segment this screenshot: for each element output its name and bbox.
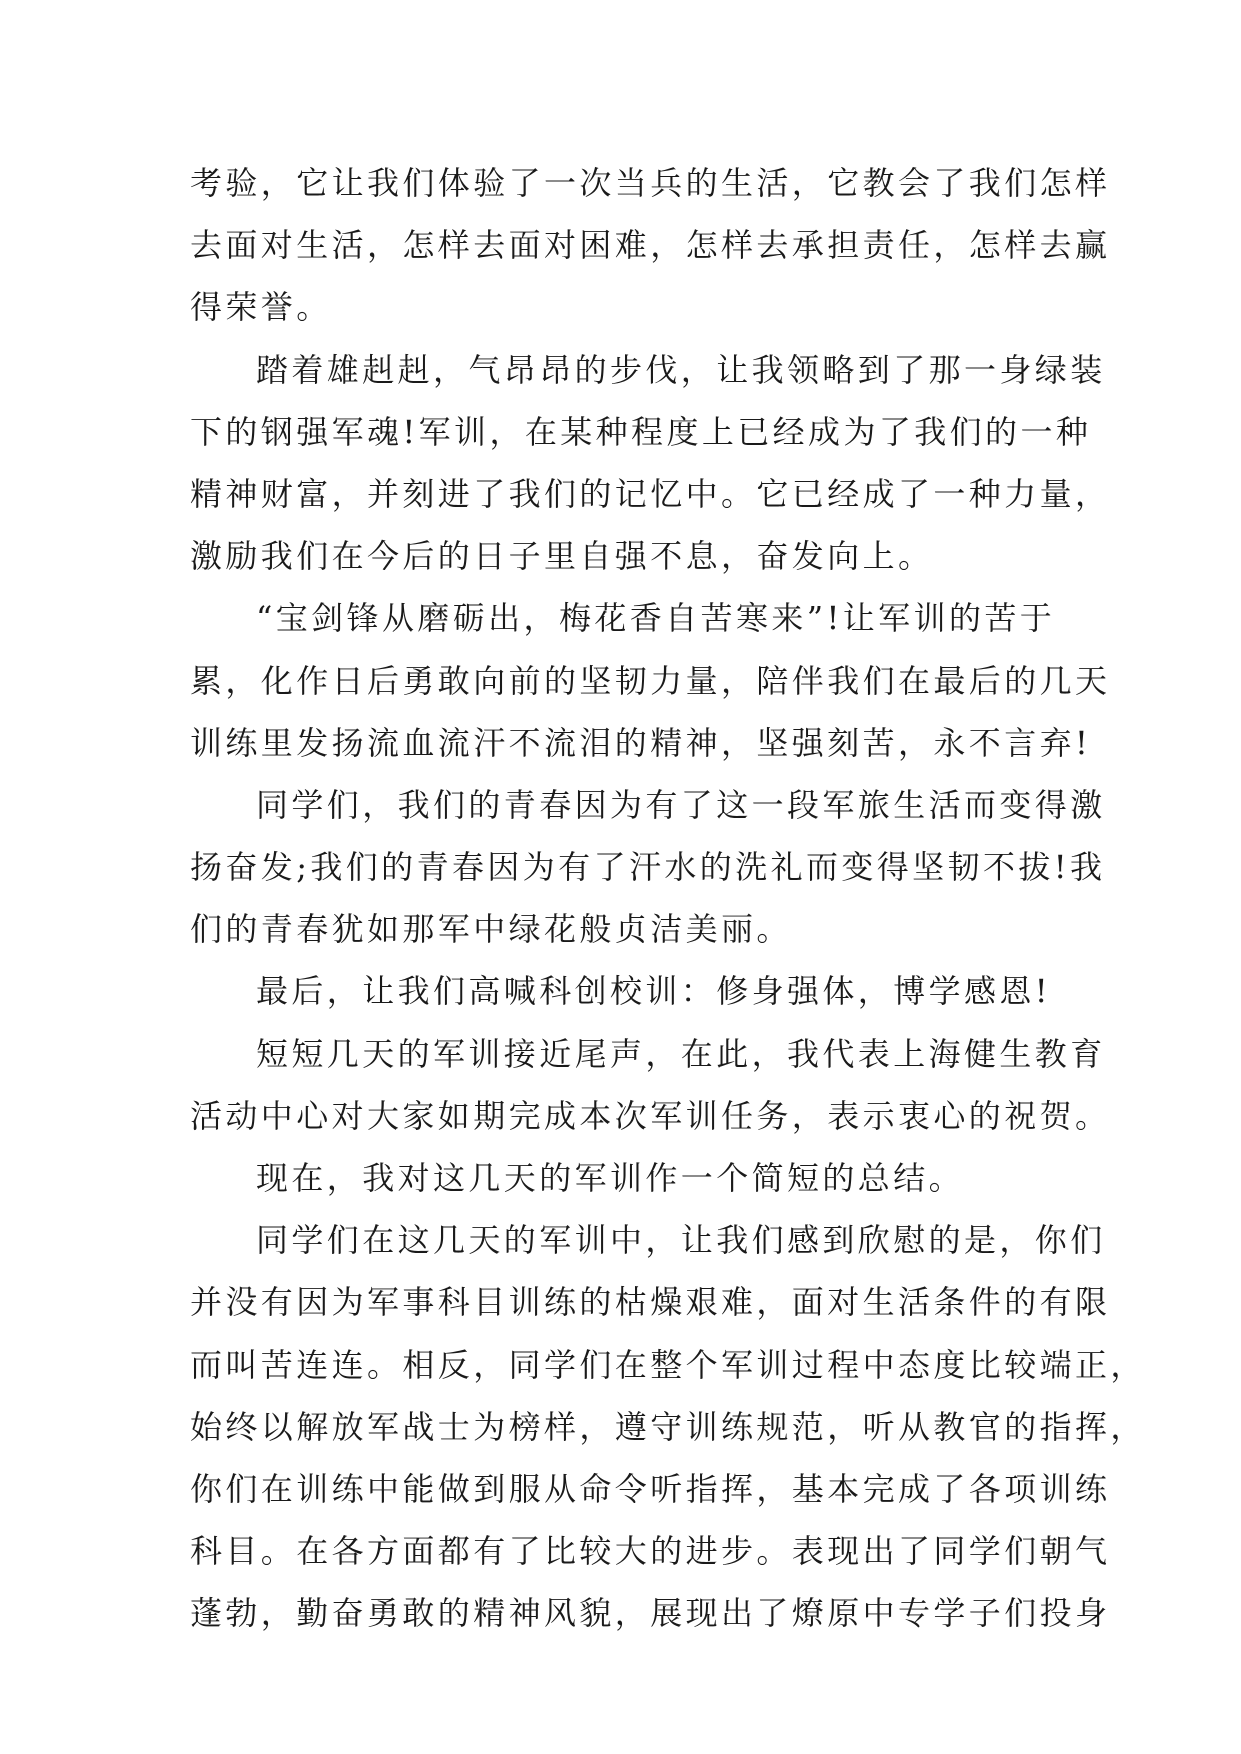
text-line: 科目。在各方面都有了比较大的进步。表现出了同学们朝气 [190,1532,1111,1571]
text-line: 去面对生活，怎样去面对困难，怎样去承担责任，怎样去赢 [190,226,1111,265]
text-line: 训练里发扬流血流汗不流泪的精神，坚强刻苦，永不言弃! [190,723,1092,762]
text-line: 蓬勃，勤奋勇敢的精神风貌，展现出了燎原中专学子们投身 [190,1594,1111,1633]
text-line: 而叫苦连连。相反，同学们在整个军训过程中态度比较端正， [190,1345,1146,1384]
text-line: “宝剑锋从磨砺出，梅花香自苦寒来”!让军训的苦于 [256,599,1056,638]
text-line: 扬奋发;我们的青春因为有了汗水的洗礼而变得坚韧不拔!我 [190,848,1106,887]
text-line: 始终以解放军战士为榜样，遵守训练规范，听从教官的指挥， [190,1407,1146,1446]
text-line: 踏着雄赳赳，气昂昂的步伐，让我领略到了那一身绿装 [256,350,1106,389]
body-text [190,152,1146,1645]
text-line: 们的青春犹如那军中绿花般贞洁美丽。 [190,910,792,949]
text-line: 同学们，我们的青春因为有了这一段军旅生活而变得激 [256,785,1106,824]
text-line: 得荣誉。 [190,288,332,327]
text-line: 你们在训练中能做到服从命令听指挥，基本完成了各项训练 [190,1469,1111,1508]
text-line: 并没有因为军事科目训练的枯燥艰难，面对生活条件的有限 [190,1283,1111,1322]
text-line: 同学们在这几天的军训中，让我们感到欣慰的是，你们 [256,1221,1106,1260]
text-line: 现在，我对这几天的军训作一个简短的总结。 [256,1159,965,1197]
text-line: 精神财富，并刻进了我们的记忆中。它已经成了一种力量， [190,474,1111,513]
text-line: 短短几天的军训接近尾声，在此，我代表上海健生教育 [256,1034,1106,1073]
text-line: 激励我们在今后的日子里自强不息，奋发向上。 [190,537,934,576]
text-line: 下的钢强军魂!军训，在某种程度上已经成为了我们的一种 [190,412,1092,451]
text-line: 活动中心对大家如期完成本次军训任务，表示衷心的祝贺。 [190,1096,1111,1135]
text-line: 最后，让我们高喊科创校训：修身强体，博学感恩! [256,972,1052,1011]
text-line: 累，化作日后勇敢向前的坚韧力量，陪伴我们在最后的几天 [190,661,1111,700]
text-line: 考验，它让我们体验了一次当兵的生活，它教会了我们怎样 [190,164,1111,202]
